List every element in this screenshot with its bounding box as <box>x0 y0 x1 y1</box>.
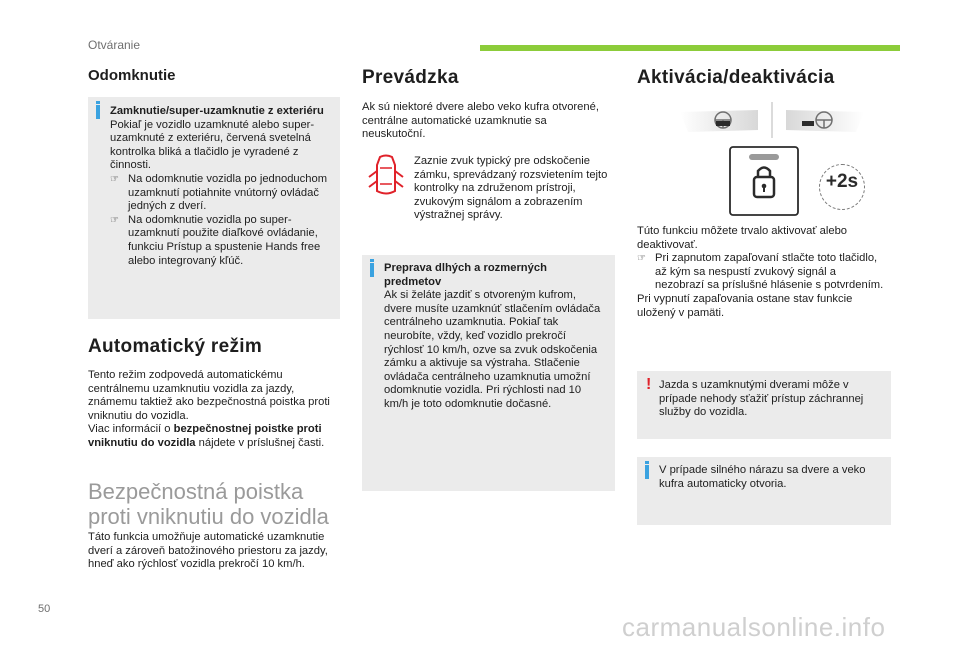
auto-mode-text-1: Tento režim zodpovedá automatickému centrálnemu uzamknutiu vozidla za jazdy, známemu taktiež ako bezpečnostná poistka proti vniknutiu do vozidla. <box>88 369 330 422</box>
watermark: carmanualsonline.info <box>622 612 886 642</box>
activation-bullet: ☞ Pri zapnutom zapaľovaní stlačte toto tlačidlo, až kým sa nespustí zvukový signál a nezobrazí sa príslušné hlásenie s potvrdením. <box>637 252 887 293</box>
info-box-unlock-bullet-1: ☞ Na odomknutie vozidla po jednoduchom uzamknutí potiahnite vnútorný ovládač jedných z dverí. <box>110 173 332 214</box>
info-icon <box>96 105 100 119</box>
info-box-unlock <box>88 97 340 319</box>
activation-text-1: Túto funkciu môžete trvalo aktivovať alebo deaktivovať. <box>637 225 848 251</box>
auto-mode-heading: Automatický režim <box>88 336 263 357</box>
info-box-unlock-title: Zamknutie/super-uzamknutie z exteriéru <box>110 105 324 117</box>
auto-mode-text <box>88 369 342 451</box>
info-box-unlock-bullet-2: ☞ Na odomknutie vozidla po super-uzamknutí použite diaľkové ovládanie, funkciu Prístup a spustenie Hands free alebo integrovaný kľúč. <box>110 214 332 268</box>
prevadzka-icon-text: Zaznie zvuk typický pre odskočenie zámku, sprevádzaný rozsvietením tejto kontrolky na združenom prístroji, zvukovým signálom a zobrazením výstražnej správy. <box>414 155 608 222</box>
two-seconds-badge-label: +2s <box>825 171 859 192</box>
warning-box <box>637 371 891 439</box>
info-icon <box>645 465 649 479</box>
odomknutie-heading: Odomknutie <box>88 67 176 84</box>
safety-heading-line-1: Bezpečnostná poistka <box>88 479 304 504</box>
auto-mode-text-2 <box>88 423 342 450</box>
auto-mode-text-2a: Viac informácií o <box>88 423 174 436</box>
info-box-crash <box>637 457 891 525</box>
safety-heading-line-2: proti vniknutiu do vozidla <box>88 504 329 529</box>
warning-text: Jazda s uzamknutými dverami môže v prípade nehody sťažiť prístup záchrannej služby do vozidla. <box>659 379 864 419</box>
section-label: Otváranie <box>88 38 141 52</box>
lock-button-icon <box>729 146 799 216</box>
auto-mode-text-2b: bezpečnostnej poistke proti vniknutiu do vozidla <box>88 423 322 449</box>
section-accent-bar <box>480 45 900 51</box>
info-box-unlock-content <box>110 105 332 268</box>
warning-icon: ! <box>646 376 652 393</box>
info-box-crash-text: V prípade silného nárazu sa dvere a veko kufra automaticky otvoria. <box>659 464 866 490</box>
safety-text: Táto funkcia umožňuje automatické uzamknutie dverí a zároveň batožinového priestoru za jazdy, hneď ako rýchlosť vozidla prekročí 10 km/h. <box>88 531 328 571</box>
activation-heading: Aktivácia/deaktivácia <box>637 67 835 88</box>
activation-text-2: Pri vypnutí zapaľovania ostane stav funkcie uložený v pamäti. <box>637 292 853 319</box>
info-box-long-objects-title: Preprava dlhých a rozmerných predmetov <box>384 262 547 288</box>
prevadzka-intro: Ak sú niektoré dvere alebo veko kufra otvorené, centrálne automatické uzamknutie sa neuskutoční. <box>362 101 599 141</box>
info-icon <box>370 263 374 277</box>
info-box-long-objects-content <box>384 262 606 412</box>
door-open-warning-icon <box>366 153 406 199</box>
safety-heading <box>88 479 348 529</box>
dashboard-buttons-illustration <box>678 100 868 140</box>
info-box-long-objects <box>362 255 615 491</box>
info-box-unlock-text: Pokiaľ je vozidlo uzamknuté alebo super-uzamknuté z exteriéru, červená svetelná kontrolka bliká a tlačidlo je vyradené z činnosti. <box>110 118 315 172</box>
info-box-long-objects-text: Ak si želáte jazdiť s otvoreným kufrom, dvere musíte uzamknúť stlačením ovládača centrálneho uzamknutia. Pokiaľ tak neurobíte, vždy, keď vozidlo prekročí rýchlosť 10 km/h, ozve sa zvuk odskočenia zámku a aktivuje sa výstraha. Stlačenie ovládača centrálneho uzamknutia umožní odomknutie vozidla. Pri rýchlosti nad 10 km/h je toto odomknutie dočasné. <box>384 289 601 410</box>
prevadzka-heading: Prevádzka <box>362 67 459 88</box>
auto-mode-text-2c: nájdete v príslušnej časti. <box>195 436 325 449</box>
page-number: 50 <box>38 603 51 615</box>
activation-text <box>637 225 887 320</box>
